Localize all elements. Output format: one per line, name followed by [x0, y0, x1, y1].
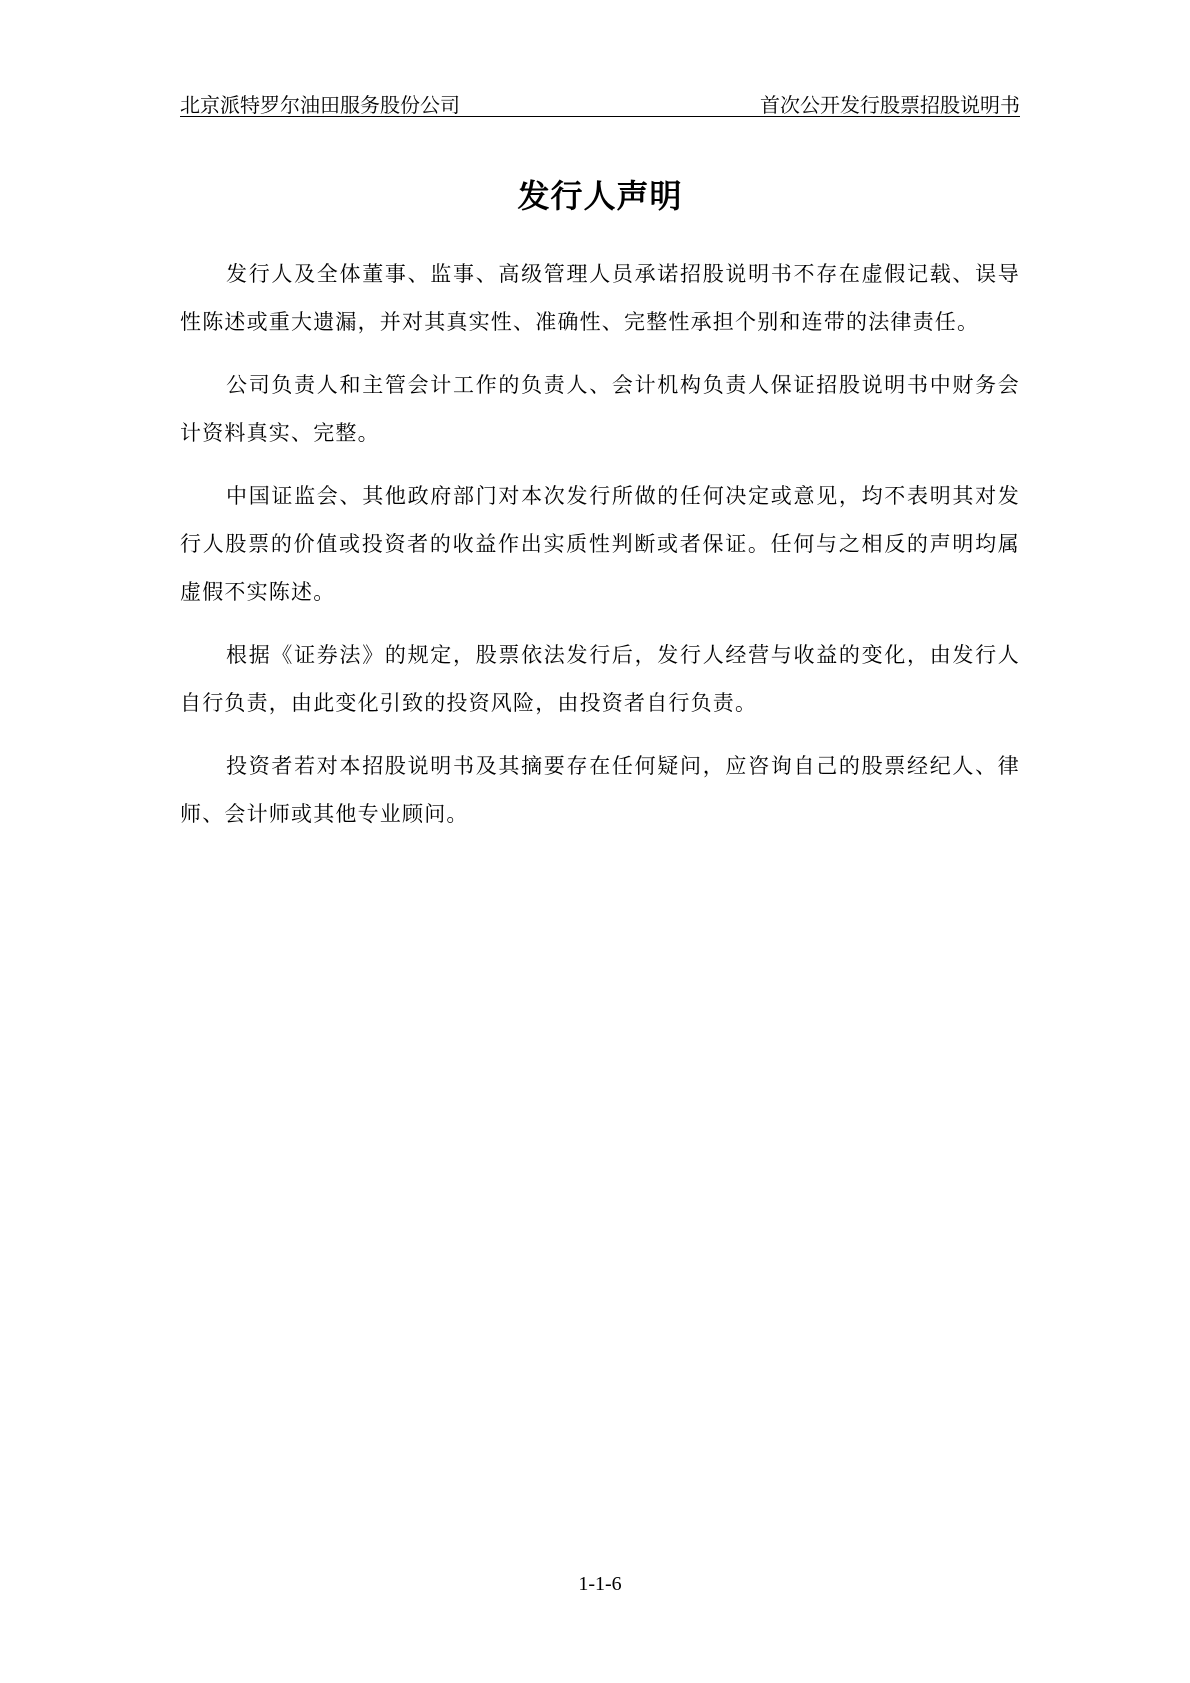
- paragraph: 公司负责人和主管会计工作的负责人、会计机构负责人保证招股说明书中财务会计资料真实、完整。: [180, 373, 1020, 445]
- paragraph: 投资者若对本招股说明书及其摘要存在任何疑问，应咨询自己的股票经纪人、律师、会计师或其他专业顾问。: [180, 754, 1020, 826]
- page-title: 发行人声明: [517, 177, 683, 215]
- header-company-name: 北京派特罗尔油田服务股份公司: [180, 93, 460, 117]
- paragraph: 根据《证券法》的规定，股票依法发行后，发行人经营与收益的变化，由发行人自行负责，由此变化引致的投资风险，由投资者自行负责。: [180, 643, 1020, 715]
- paragraph: 中国证监会、其他政府部门对本次发行所做的任何决定或意见，均不表明其对发行人股票的价值或投资者的收益作出实质性判断或者保证。任何与之相反的声明均属虚假不实陈述。: [180, 484, 1020, 604]
- running-header: [180, 86, 1020, 116]
- header-divider: [180, 116, 1020, 117]
- header-document-title: 首次公开发行股票招股说明书: [760, 93, 1020, 117]
- page-number: 1-1-6: [578, 1573, 622, 1595]
- statement-body: [180, 250, 1020, 853]
- paragraph: 发行人及全体董事、监事、高级管理人员承诺招股说明书不存在虚假记载、误导性陈述或重大遗漏，并对其真实性、准确性、完整性承担个别和连带的法律责任。: [180, 262, 1020, 334]
